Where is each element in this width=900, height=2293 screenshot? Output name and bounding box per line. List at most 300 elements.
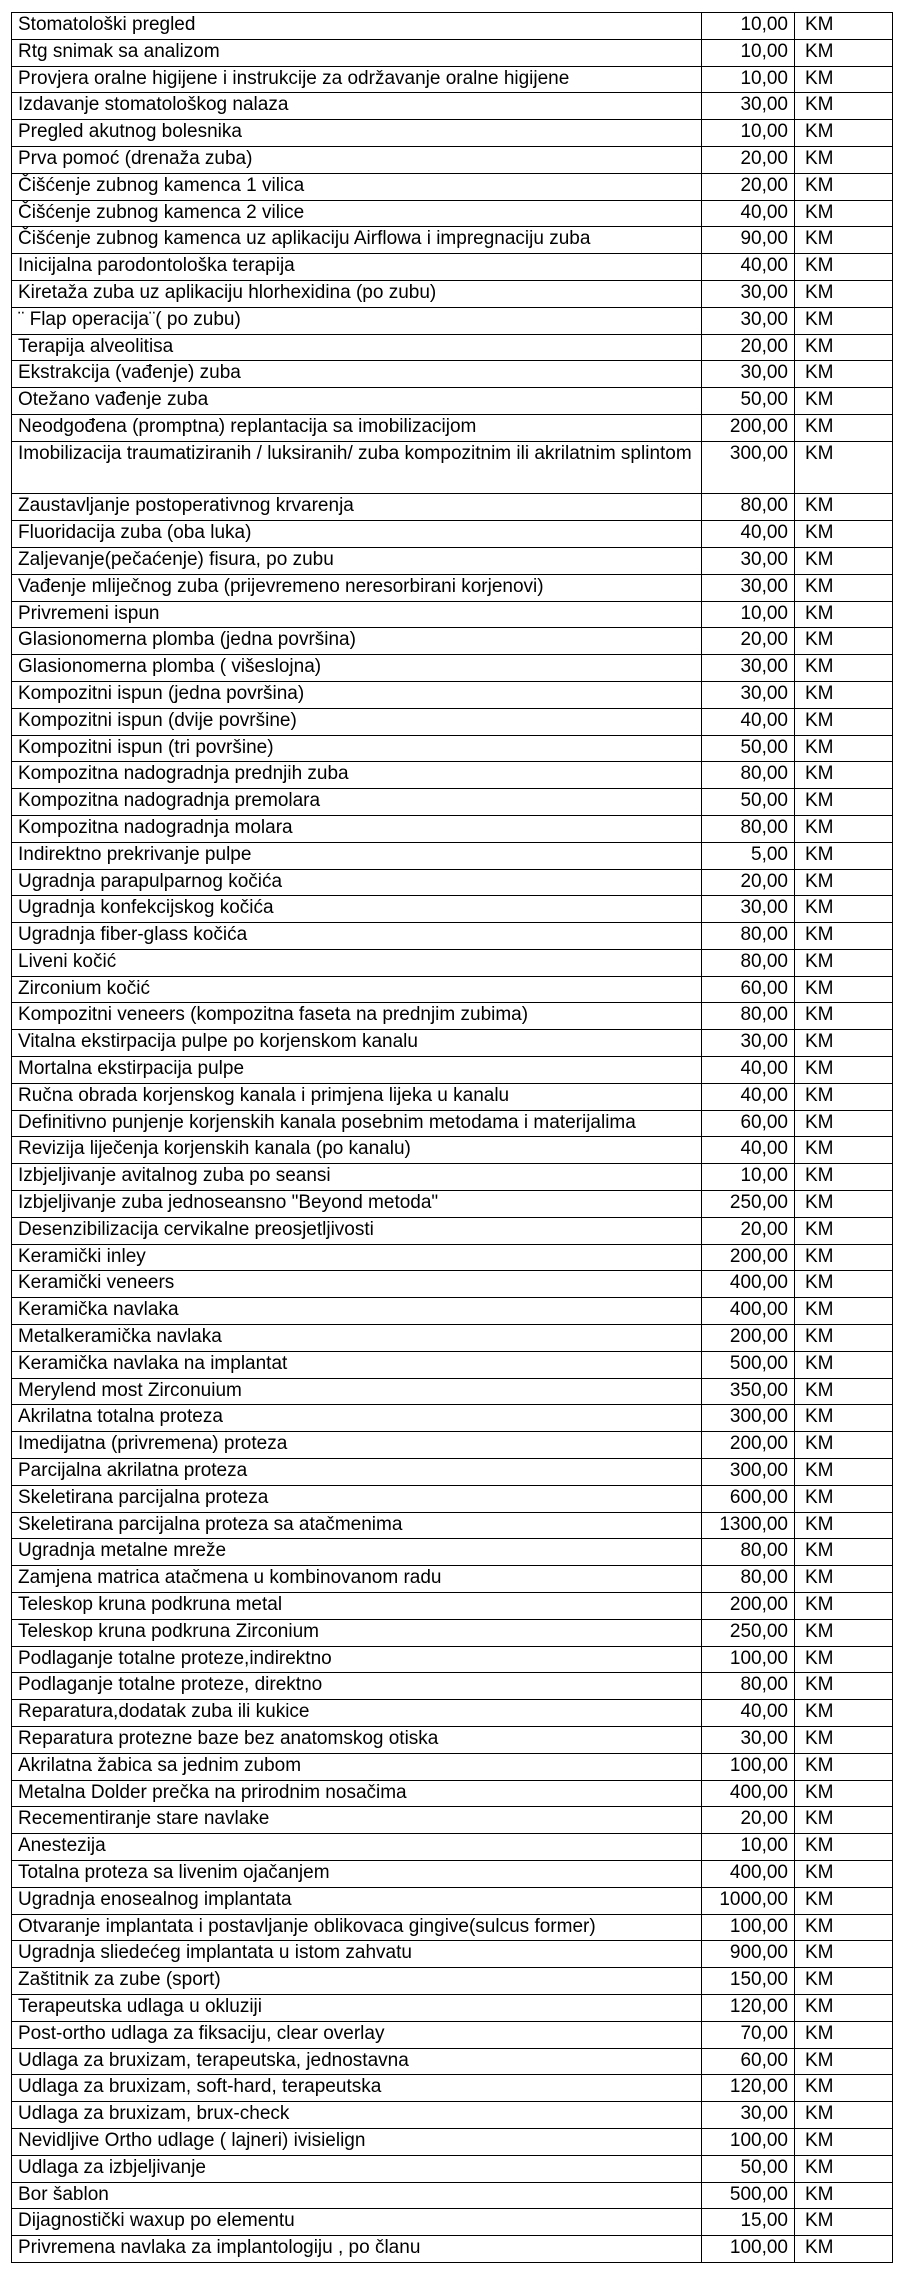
table-row	[12, 1539, 893, 1566]
table-row	[12, 949, 893, 976]
table-row	[12, 655, 893, 682]
price-cell: 30,00	[702, 681, 795, 708]
service-name-cell: Ekstrakcija (vađenje) zuba	[12, 361, 702, 388]
service-name-cell: Ugradnja konfekcijskog kočića	[12, 896, 702, 923]
table-row	[12, 1244, 893, 1271]
table-row	[12, 2155, 893, 2182]
table-row	[12, 361, 893, 388]
price-cell: 30,00	[702, 574, 795, 601]
table-row	[12, 1405, 893, 1432]
price-cell: 40,00	[702, 1137, 795, 1164]
table-row	[12, 1325, 893, 1352]
price-cell: 50,00	[702, 388, 795, 415]
service-name-cell: Metalkeramička navlaka	[12, 1325, 702, 1352]
currency-cell: KM	[795, 896, 893, 923]
currency-cell: KM	[795, 414, 893, 441]
service-name-cell: Kompozitna nadogradnja premolara	[12, 789, 702, 816]
service-name-cell: Reparatura protezne baze bez anatomskog otiska	[12, 1727, 702, 1754]
price-cell: 70,00	[702, 2021, 795, 2048]
service-name-cell: Liveni kočić	[12, 949, 702, 976]
table-row	[12, 1566, 893, 1593]
service-name-cell: Keramička navlaka	[12, 1298, 702, 1325]
service-name-cell: Mortalna ekstirpacija pulpe	[12, 1057, 702, 1084]
price-list-body	[12, 13, 893, 2263]
currency-cell: KM	[795, 1914, 893, 1941]
price-cell: 400,00	[702, 1860, 795, 1887]
service-name-cell: Izbjeljivanje zuba jednoseansno "Beyond metoda"	[12, 1191, 702, 1218]
price-cell: 30,00	[702, 1727, 795, 1754]
table-row	[12, 1780, 893, 1807]
price-cell: 40,00	[702, 1083, 795, 1110]
currency-cell: KM	[795, 547, 893, 574]
table-row	[12, 1700, 893, 1727]
price-cell: 300,00	[702, 1459, 795, 1486]
table-row	[12, 1994, 893, 2021]
table-row	[12, 521, 893, 548]
currency-cell: KM	[795, 1003, 893, 1030]
service-name-cell: Vitalna ekstirpacija pulpe po korjenskom kanalu	[12, 1030, 702, 1057]
table-row	[12, 1941, 893, 1968]
table-row	[12, 388, 893, 415]
price-cell: 100,00	[702, 2236, 795, 2263]
table-row	[12, 1271, 893, 1298]
table-row	[12, 1807, 893, 1834]
service-name-cell: Keramički inley	[12, 1244, 702, 1271]
price-cell: 30,00	[702, 307, 795, 334]
service-name-cell: Ugradnja sliedećeg implantata u istom zahvatu	[12, 1941, 702, 1968]
service-name-cell: Ugradnja parapulparnog kočića	[12, 869, 702, 896]
price-cell: 80,00	[702, 949, 795, 976]
price-cell: 400,00	[702, 1298, 795, 1325]
price-cell: 1000,00	[702, 1887, 795, 1914]
price-cell: 10,00	[702, 120, 795, 147]
price-cell: 90,00	[702, 227, 795, 254]
price-cell: 80,00	[702, 494, 795, 521]
table-row	[12, 1030, 893, 1057]
price-cell: 200,00	[702, 1593, 795, 1620]
currency-cell: KM	[795, 789, 893, 816]
price-cell: 1300,00	[702, 1512, 795, 1539]
currency-cell: KM	[795, 574, 893, 601]
currency-cell: KM	[795, 1164, 893, 1191]
table-row	[12, 280, 893, 307]
table-row	[12, 173, 893, 200]
price-cell: 900,00	[702, 1941, 795, 1968]
service-name-cell: Otežano vađenje zuba	[12, 388, 702, 415]
price-cell: 80,00	[702, 1539, 795, 1566]
price-cell: 15,00	[702, 2209, 795, 2236]
service-name-cell: Revizija liječenja korjenskih kanala (po kanalu)	[12, 1137, 702, 1164]
currency-cell: KM	[795, 1030, 893, 1057]
currency-cell: KM	[795, 762, 893, 789]
currency-cell: KM	[795, 1673, 893, 1700]
currency-cell: KM	[795, 2021, 893, 2048]
table-row	[12, 815, 893, 842]
currency-cell: KM	[795, 1941, 893, 1968]
currency-cell: KM	[795, 66, 893, 93]
table-row	[12, 1057, 893, 1084]
table-row	[12, 708, 893, 735]
table-row	[12, 414, 893, 441]
table-row	[12, 1378, 893, 1405]
table-row	[12, 2021, 893, 2048]
price-cell: 5,00	[702, 842, 795, 869]
service-name-cell: Definitivno punjenje korjenskih kanala posebnim metodama i materijalima	[12, 1110, 702, 1137]
currency-cell: KM	[795, 1057, 893, 1084]
table-row	[12, 1003, 893, 1030]
service-name-cell: Keramički veneers	[12, 1271, 702, 1298]
price-cell: 200,00	[702, 414, 795, 441]
service-name-cell: Otvaranje implantata i postavljanje oblikovaca gingive(sulcus former)	[12, 1914, 702, 1941]
table-row	[12, 547, 893, 574]
table-row	[12, 1512, 893, 1539]
currency-cell: KM	[795, 1753, 893, 1780]
price-cell: 400,00	[702, 1271, 795, 1298]
price-cell: 250,00	[702, 1619, 795, 1646]
price-cell: 100,00	[702, 1646, 795, 1673]
table-row	[12, 494, 893, 521]
currency-cell: KM	[795, 681, 893, 708]
price-cell: 20,00	[702, 173, 795, 200]
currency-cell: KM	[795, 93, 893, 120]
price-cell: 350,00	[702, 1378, 795, 1405]
service-name-cell: Kiretaža zuba uz aplikaciju hlorhexidina (po zubu)	[12, 280, 702, 307]
service-name-cell: Zamjena matrica atačmena u kombinovanom radu	[12, 1566, 702, 1593]
price-cell: 80,00	[702, 1673, 795, 1700]
price-cell: 20,00	[702, 628, 795, 655]
currency-cell: KM	[795, 1727, 893, 1754]
currency-cell: KM	[795, 1244, 893, 1271]
service-name-cell: Terapeutska udlaga u okluziji	[12, 1994, 702, 2021]
currency-cell: KM	[795, 1378, 893, 1405]
currency-cell: KM	[795, 1191, 893, 1218]
service-name-cell: Prva pomoć (drenaža zuba)	[12, 146, 702, 173]
price-cell: 30,00	[702, 655, 795, 682]
currency-cell: KM	[795, 254, 893, 281]
table-row	[12, 1083, 893, 1110]
currency-cell: KM	[795, 708, 893, 735]
table-row	[12, 1968, 893, 1995]
table-row	[12, 120, 893, 147]
service-name-cell: Rtg snimak sa analizom	[12, 39, 702, 66]
price-cell: 200,00	[702, 1325, 795, 1352]
currency-cell: KM	[795, 1485, 893, 1512]
table-row	[12, 93, 893, 120]
price-cell: 30,00	[702, 361, 795, 388]
service-name-cell: Kompozitni ispun (jedna površina)	[12, 681, 702, 708]
currency-cell: KM	[795, 1110, 893, 1137]
service-name-cell: Skeletirana parcijalna proteza	[12, 1485, 702, 1512]
price-cell: 80,00	[702, 1003, 795, 1030]
price-cell: 10,00	[702, 601, 795, 628]
service-name-cell: Bor šablon	[12, 2182, 702, 2209]
service-name-cell: Udlaga za bruxizam, terapeutska, jednostavna	[12, 2048, 702, 2075]
currency-cell: KM	[795, 441, 893, 494]
currency-cell: KM	[795, 2209, 893, 2236]
table-row	[12, 2048, 893, 2075]
currency-cell: KM	[795, 200, 893, 227]
price-cell: 300,00	[702, 1405, 795, 1432]
currency-cell: KM	[795, 1432, 893, 1459]
currency-cell: KM	[795, 815, 893, 842]
table-row	[12, 1137, 893, 1164]
price-cell: 50,00	[702, 789, 795, 816]
service-name-cell: Privremeni ispun	[12, 601, 702, 628]
price-cell: 60,00	[702, 2048, 795, 2075]
currency-cell: KM	[795, 655, 893, 682]
service-name-cell: Vađenje mliječnog zuba (prijevremeno neresorbirani korjenovi)	[12, 574, 702, 601]
service-name-cell: Udlaga za izbjeljivanje	[12, 2155, 702, 2182]
table-row	[12, 1217, 893, 1244]
service-name-cell: Stomatološki pregled	[12, 13, 702, 40]
currency-cell: KM	[795, 2048, 893, 2075]
service-name-cell: ¨ Flap operacija¨( po zubu)	[12, 307, 702, 334]
currency-cell: KM	[795, 2075, 893, 2102]
currency-cell: KM	[795, 976, 893, 1003]
service-name-cell: Kompozitna nadogradnja prednjih zuba	[12, 762, 702, 789]
table-row	[12, 1110, 893, 1137]
price-cell: 40,00	[702, 200, 795, 227]
table-row	[12, 2236, 893, 2263]
price-cell: 50,00	[702, 2155, 795, 2182]
price-cell: 600,00	[702, 1485, 795, 1512]
service-name-cell: Parcijalna akrilatna proteza	[12, 1459, 702, 1486]
currency-cell: KM	[795, 1968, 893, 1995]
price-cell: 10,00	[702, 1834, 795, 1861]
currency-cell: KM	[795, 842, 893, 869]
currency-cell: KM	[795, 1083, 893, 1110]
service-name-cell: Teleskop kruna podkruna metal	[12, 1593, 702, 1620]
currency-cell: KM	[795, 1619, 893, 1646]
table-row	[12, 66, 893, 93]
service-name-cell: Desenzibilizacija cervikalne preosjetljivosti	[12, 1217, 702, 1244]
price-cell: 10,00	[702, 39, 795, 66]
currency-cell: KM	[795, 1860, 893, 1887]
table-row	[12, 896, 893, 923]
currency-cell: KM	[795, 280, 893, 307]
service-name-cell: Podlaganje totalne proteze, direktno	[12, 1673, 702, 1700]
service-name-cell: Zirconium kočić	[12, 976, 702, 1003]
currency-cell: KM	[795, 1807, 893, 1834]
service-name-cell: Keramička navlaka na implantat	[12, 1351, 702, 1378]
service-name-cell: Čišćenje zubnog kamenca 1 vilica	[12, 173, 702, 200]
currency-cell: KM	[795, 388, 893, 415]
price-cell: 10,00	[702, 13, 795, 40]
service-name-cell: Anestezija	[12, 1834, 702, 1861]
currency-cell: KM	[795, 1217, 893, 1244]
service-name-cell: Imobilizacija traumatiziranih / luksiranih/ zuba kompozitnim ili akrilatnim splintom	[12, 441, 702, 494]
currency-cell: KM	[795, 923, 893, 950]
currency-cell: KM	[795, 1700, 893, 1727]
service-name-cell: Glasionomerna plomba ( višeslojna)	[12, 655, 702, 682]
service-name-cell: Indirektno prekrivanje pulpe	[12, 842, 702, 869]
table-row	[12, 334, 893, 361]
price-cell: 200,00	[702, 1244, 795, 1271]
currency-cell: KM	[795, 1325, 893, 1352]
service-name-cell: Podlaganje totalne proteze,indirektno	[12, 1646, 702, 1673]
table-row	[12, 789, 893, 816]
table-row	[12, 441, 893, 494]
price-cell: 80,00	[702, 762, 795, 789]
service-name-cell: Nevidljive Ortho udlage ( lajneri) ivisielign	[12, 2128, 702, 2155]
currency-cell: KM	[795, 1137, 893, 1164]
currency-cell: KM	[795, 1459, 893, 1486]
service-name-cell: Teleskop kruna podkruna Zirconium	[12, 1619, 702, 1646]
price-cell: 60,00	[702, 976, 795, 1003]
price-cell: 150,00	[702, 1968, 795, 1995]
currency-cell: KM	[795, 39, 893, 66]
table-row	[12, 1191, 893, 1218]
table-row	[12, 254, 893, 281]
service-name-cell: Čišćenje zubnog kamenca uz aplikaciju Airflowa i impregnaciju zuba	[12, 227, 702, 254]
table-row	[12, 1485, 893, 1512]
currency-cell: KM	[795, 1351, 893, 1378]
price-cell: 100,00	[702, 1753, 795, 1780]
table-row	[12, 1673, 893, 1700]
table-row	[12, 1164, 893, 1191]
currency-cell: KM	[795, 1405, 893, 1432]
price-cell: 20,00	[702, 1807, 795, 1834]
price-cell: 20,00	[702, 869, 795, 896]
service-name-cell: Kompozitna nadogradnja molara	[12, 815, 702, 842]
price-cell: 20,00	[702, 1217, 795, 1244]
table-row	[12, 869, 893, 896]
service-name-cell: Akrilatna totalna proteza	[12, 1405, 702, 1432]
service-name-cell: Glasionomerna plomba (jedna površina)	[12, 628, 702, 655]
table-row	[12, 628, 893, 655]
currency-cell: KM	[795, 173, 893, 200]
price-cell: 20,00	[702, 334, 795, 361]
service-name-cell: Zaljevanje(pečaćenje) fisura, po zubu	[12, 547, 702, 574]
service-name-cell: Merylend most Zirconuium	[12, 1378, 702, 1405]
currency-cell: KM	[795, 227, 893, 254]
currency-cell: KM	[795, 13, 893, 40]
table-row	[12, 146, 893, 173]
currency-cell: KM	[795, 2236, 893, 2263]
table-row	[12, 1914, 893, 1941]
service-name-cell: Reparatura,dodatak zuba ili kukice	[12, 1700, 702, 1727]
service-name-cell: Izdavanje stomatološkog nalaza	[12, 93, 702, 120]
price-list-table	[11, 12, 893, 2263]
table-row	[12, 1753, 893, 1780]
service-name-cell: Zaštitnik za zube (sport)	[12, 1968, 702, 1995]
table-row	[12, 1432, 893, 1459]
price-cell: 50,00	[702, 735, 795, 762]
price-cell: 80,00	[702, 1566, 795, 1593]
service-name-cell: Recementiranje stare navlake	[12, 1807, 702, 1834]
currency-cell: KM	[795, 2182, 893, 2209]
currency-cell: KM	[795, 1834, 893, 1861]
price-cell: 120,00	[702, 1994, 795, 2021]
currency-cell: KM	[795, 949, 893, 976]
service-name-cell: Ručna obrada korjenskog kanala i primjena lijeka u kanalu	[12, 1083, 702, 1110]
table-row	[12, 574, 893, 601]
currency-cell: KM	[795, 334, 893, 361]
service-name-cell: Privremena navlaka za implantologiju , po članu	[12, 2236, 702, 2263]
price-cell: 40,00	[702, 1700, 795, 1727]
table-row	[12, 2102, 893, 2129]
price-cell: 40,00	[702, 1057, 795, 1084]
service-name-cell: Imedijatna (privremena) proteza	[12, 1432, 702, 1459]
table-row	[12, 13, 893, 40]
currency-cell: KM	[795, 869, 893, 896]
currency-cell: KM	[795, 307, 893, 334]
service-name-cell: Kompozitni ispun (dvije površine)	[12, 708, 702, 735]
table-row	[12, 200, 893, 227]
currency-cell: KM	[795, 735, 893, 762]
table-row	[12, 842, 893, 869]
table-row	[12, 1860, 893, 1887]
price-cell: 100,00	[702, 1914, 795, 1941]
service-name-cell: Neodgođena (promptna) replantacija sa imobilizacijom	[12, 414, 702, 441]
table-row	[12, 735, 893, 762]
service-name-cell: Post-ortho udlaga za fiksaciju, clear overlay	[12, 2021, 702, 2048]
table-row	[12, 762, 893, 789]
price-cell: 120,00	[702, 2075, 795, 2102]
service-name-cell: Ugradnja metalne mreže	[12, 1539, 702, 1566]
currency-cell: KM	[795, 494, 893, 521]
service-name-cell: Dijagnostički waxup po elementu	[12, 2209, 702, 2236]
service-name-cell: Ugradnja enosealnog implantata	[12, 1887, 702, 1914]
price-cell: 500,00	[702, 1351, 795, 1378]
service-name-cell: Totalna proteza sa livenim ojačanjem	[12, 1860, 702, 1887]
price-cell: 30,00	[702, 280, 795, 307]
price-cell: 200,00	[702, 1432, 795, 1459]
currency-cell: KM	[795, 146, 893, 173]
price-cell: 250,00	[702, 1191, 795, 1218]
service-name-cell: Udlaga za bruxizam, soft-hard, terapeutska	[12, 2075, 702, 2102]
price-cell: 30,00	[702, 896, 795, 923]
currency-cell: KM	[795, 1994, 893, 2021]
price-cell: 40,00	[702, 708, 795, 735]
service-name-cell: Kompozitni ispun (tri površine)	[12, 735, 702, 762]
currency-cell: KM	[795, 2102, 893, 2129]
currency-cell: KM	[795, 601, 893, 628]
currency-cell: KM	[795, 1512, 893, 1539]
table-row	[12, 601, 893, 628]
currency-cell: KM	[795, 120, 893, 147]
service-name-cell: Izbjeljivanje avitalnog zuba po seansi	[12, 1164, 702, 1191]
currency-cell: KM	[795, 521, 893, 548]
service-name-cell: Pregled akutnog bolesnika	[12, 120, 702, 147]
table-row	[12, 2128, 893, 2155]
table-row	[12, 976, 893, 1003]
price-cell: 80,00	[702, 923, 795, 950]
price-cell: 10,00	[702, 1164, 795, 1191]
currency-cell: KM	[795, 1646, 893, 1673]
price-cell: 30,00	[702, 1030, 795, 1057]
currency-cell: KM	[795, 2155, 893, 2182]
service-name-cell: Akrilatna žabica sa jednim zubom	[12, 1753, 702, 1780]
price-cell: 40,00	[702, 521, 795, 548]
price-cell: 80,00	[702, 815, 795, 842]
price-cell: 60,00	[702, 1110, 795, 1137]
service-name-cell: Provjera oralne higijene i instrukcije za održavanje oralne higijene	[12, 66, 702, 93]
table-row	[12, 1887, 893, 1914]
table-row	[12, 307, 893, 334]
table-row	[12, 1351, 893, 1378]
table-row	[12, 1619, 893, 1646]
price-cell: 500,00	[702, 2182, 795, 2209]
currency-cell: KM	[795, 1887, 893, 1914]
table-row	[12, 681, 893, 708]
currency-cell: KM	[795, 628, 893, 655]
price-cell: 30,00	[702, 547, 795, 574]
service-name-cell: Ugradnja fiber-glass kočića	[12, 923, 702, 950]
service-name-cell: Čišćenje zubnog kamenca 2 vilice	[12, 200, 702, 227]
currency-cell: KM	[795, 2128, 893, 2155]
table-row	[12, 1593, 893, 1620]
